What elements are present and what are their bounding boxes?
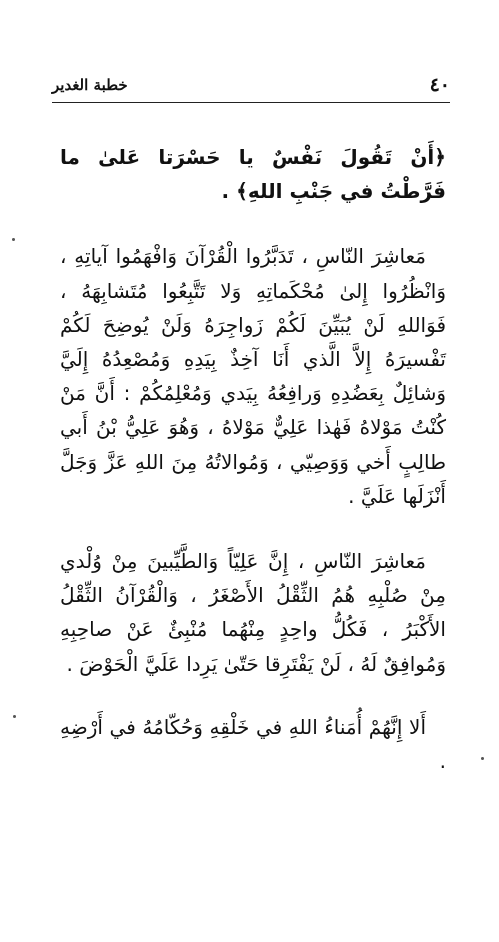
margin-speck (13, 715, 16, 718)
running-title: خطبة الغدير (52, 76, 128, 94)
header-divider (52, 102, 450, 103)
sermon-paragraph-3: أَلا إِنَّهُمْ أُمَناءُ اللهِ في خَلْقِهِ وَحُكّامُهُ في أَرْضِهِ . (60, 714, 446, 774)
quran-verse-paragraph: ﴿أَنْ تَقُولَ نَفْسٌ يا حَسْرَتا عَلىٰ ما فَرَّطْتُ في جَنْبِ اللهِ﴾ . (60, 145, 446, 204)
page-number: ٤٠ (429, 74, 450, 96)
sermon-paragraph-2: مَعاشِرَ النّاسِ ، إِنَّ عَلِيّاً وَالطَّيِّبينَ مِنْ وُلْدي مِنْ صُلْبِهِ هُمُ الثِّقْلُ الأَصْغَرُ ، وَالْقُرْآنُ الثِّقْلُ الأَكْبَرُ ، فَكُلُّ واحِدٍ مِنْهُما مُنْبِئٌ عَنْ صاحِبِهِ وَمُوافِقٌ لَهُ ، لَنْ يَفْتَرِقا حَتّىٰ يَرِدا عَلَيَّ الْحَوْضَ . (60, 549, 446, 676)
page-body (60, 140, 446, 778)
margin-speck (481, 757, 484, 760)
margin-speck (12, 238, 15, 241)
sermon-paragraph-1: مَعاشِرَ النّاسِ ، تَدَبَّرُوا الْقُرْآنَ وَافْهَمُوا آياتِهِ ، وَانْظُرُوا إِلىٰ مُحْكَماتِهِ وَلا تَتَّبِعُوا مُتَشابِهَهُ ، فَوَاللهِ لَنْ يُبَيِّنَ لَكُمْ زَواجِرَهُ وَلَنْ يُوضِحَ لَكُمْ تَفْسيرَهُ إِلاَّ الَّذي أَنَا آخِذٌ بِيَدِهِ وَمُصْعِدُهُ إِلَيَّ وَشائِلٌ بِعَضُدِهِ وَرافِعُهُ بِيَدي وَمُعْلِمُكُمْ : أَنَّ مَنْ كُنْتُ مَوْلاهُ فَهٰذا عَلِيٌّ مَوْلاهُ ، وَهُوَ عَلِيُّ بْنُ أَبي طالِبٍ أَخي وَوَصِيّي ، وَمُوالاتُهُ مِنَ اللهِ عَزَّ وَجَلَّ أَنْزَلَها عَلَيَّ . (60, 244, 446, 508)
page-header (52, 74, 450, 104)
